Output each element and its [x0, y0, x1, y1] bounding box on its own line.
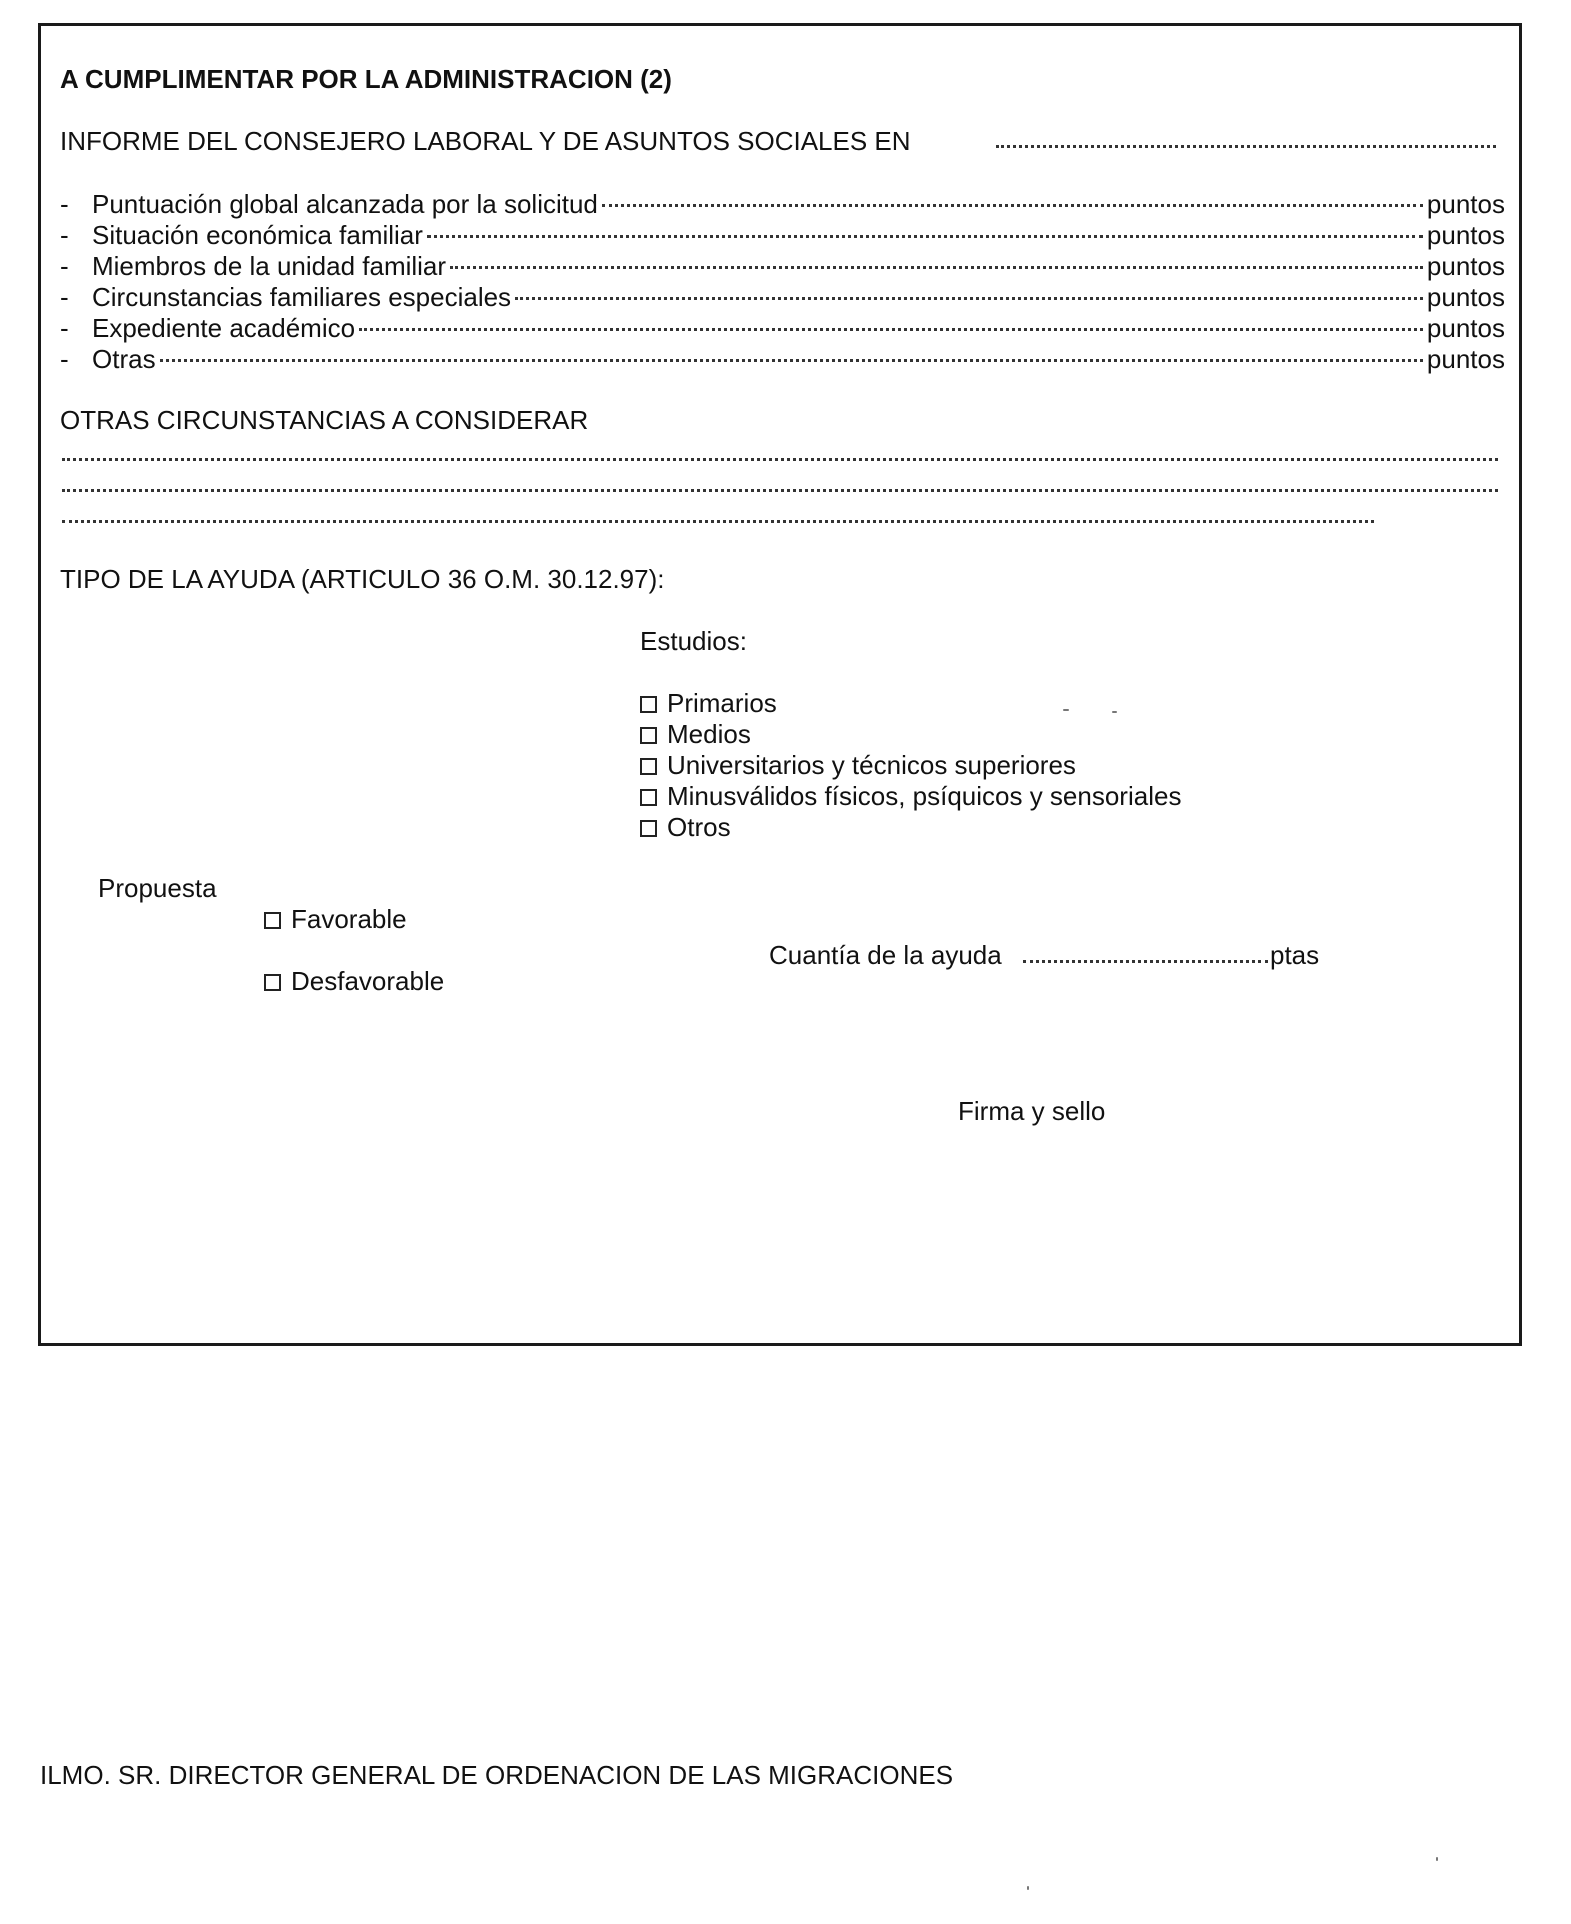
checkbox[interactable] — [264, 974, 281, 991]
score-fill-line[interactable] — [450, 266, 1423, 269]
scan-speck — [1436, 1857, 1438, 1861]
score-fill-line[interactable] — [160, 359, 1423, 362]
option-label: Primarios — [667, 688, 777, 718]
list-dash: - — [60, 251, 69, 281]
estudios-option[interactable] — [640, 781, 1181, 811]
option-label: Otros — [667, 812, 731, 842]
score-unit: puntos — [1426, 251, 1505, 281]
score-row — [60, 313, 1505, 343]
scan-speck — [1027, 1886, 1029, 1890]
list-dash: - — [60, 282, 69, 312]
addressee-line: ILMO. SR. DIRECTOR GENERAL DE ORDENACION DE LAS MIGRACIONES — [40, 1760, 954, 1790]
checkbox[interactable] — [640, 758, 657, 775]
list-dash: - — [60, 189, 69, 219]
list-dash: - — [60, 344, 69, 374]
score-label: Otras — [92, 344, 156, 374]
score-unit: puntos — [1426, 282, 1505, 312]
score-label: Circunstancias familiares especiales — [92, 282, 512, 312]
score-label: Situación económica familiar — [92, 220, 423, 250]
otras-fill-line[interactable] — [62, 458, 1498, 461]
score-fill-line[interactable] — [515, 297, 1423, 300]
score-unit: puntos — [1426, 220, 1505, 250]
option-label: Favorable — [291, 904, 407, 934]
otras-fill-line[interactable] — [62, 520, 1374, 523]
checkbox[interactable] — [640, 696, 657, 713]
score-unit: puntos — [1426, 189, 1505, 219]
score-row — [60, 189, 1505, 219]
checkbox[interactable] — [640, 727, 657, 744]
estudios-option[interactable] — [640, 688, 777, 718]
cuantia-label: Cuantía de la ayuda — [769, 940, 1002, 970]
estudios-option[interactable] — [640, 812, 731, 842]
estudios-label: Estudios: — [640, 626, 747, 656]
propuesta-label: Propuesta — [98, 873, 217, 903]
list-dash: - — [60, 313, 69, 343]
checkbox[interactable] — [640, 789, 657, 806]
score-row — [60, 282, 1505, 312]
estudios-option[interactable] — [640, 750, 1076, 780]
checkbox[interactable] — [640, 820, 657, 837]
score-fill-line[interactable] — [602, 204, 1423, 207]
firma-label: Firma y sello — [958, 1096, 1106, 1126]
list-dash: - — [60, 220, 69, 250]
informe-label: INFORME DEL CONSEJERO LABORAL Y DE ASUNTOS SOCIALES EN — [60, 126, 911, 156]
cuantia-fill-line[interactable] — [1023, 960, 1268, 963]
score-label: Puntuación global alcanzada por la solicitud — [92, 189, 598, 219]
score-label: Expediente académico — [92, 313, 356, 343]
otras-fill-line[interactable] — [62, 489, 1498, 492]
informe-fill-line[interactable] — [996, 145, 1496, 148]
otras-circunstancias-label: OTRAS CIRCUNSTANCIAS A CONSIDERAR — [60, 405, 589, 435]
scan-speck — [1112, 711, 1117, 713]
score-fill-line[interactable] — [427, 235, 1423, 238]
form-heading: A CUMPLIMENTAR POR LA ADMINISTRACION (2) — [60, 64, 672, 94]
option-label: Medios — [667, 719, 751, 749]
option-label: Universitarios y técnicos superiores — [667, 750, 1076, 780]
score-fill-line[interactable] — [359, 328, 1423, 331]
option-label: Desfavorable — [291, 966, 445, 996]
tipo-ayuda-label: TIPO DE LA AYUDA (ARTICULO 36 O.M. 30.12.97): — [60, 564, 665, 594]
checkbox[interactable] — [264, 912, 281, 929]
desfavorable-option[interactable] — [264, 966, 444, 996]
option-label: Minusválidos físicos, psíquicos y sensoriales — [667, 781, 1182, 811]
score-label: Miembros de la unidad familiar — [92, 251, 447, 281]
score-row — [60, 251, 1505, 281]
scan-speck — [1063, 709, 1069, 711]
cuantia-unit: ptas — [1270, 940, 1320, 970]
score-row — [60, 220, 1505, 250]
favorable-option[interactable] — [264, 904, 407, 934]
score-unit: puntos — [1426, 344, 1505, 374]
score-row — [60, 344, 1505, 374]
score-unit: puntos — [1426, 313, 1505, 343]
estudios-option[interactable] — [640, 719, 751, 749]
